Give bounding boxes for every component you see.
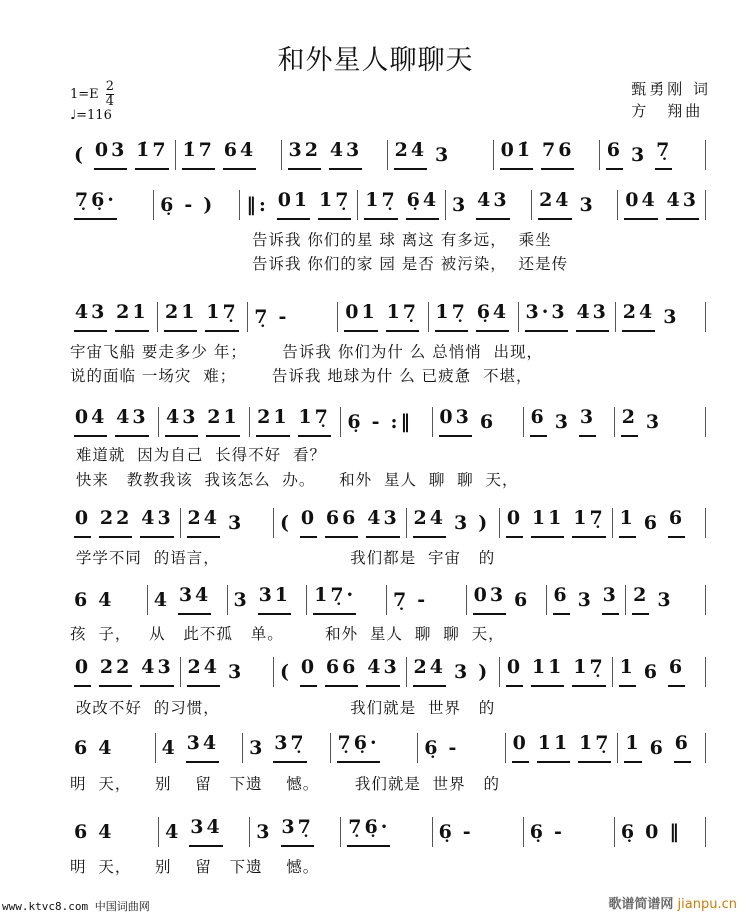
note-group: 7̣ <box>393 589 410 611</box>
note-group: ~0 <box>74 508 91 538</box>
note-group: ~01 <box>277 190 310 220</box>
note-group: 6̣ <box>347 411 364 433</box>
measure <box>156 733 244 763</box>
note-group: - <box>184 194 196 216</box>
note-group: ~66 <box>325 657 358 687</box>
note-group: ~04 <box>624 190 657 220</box>
measure <box>154 190 240 220</box>
note-group: ~43 <box>476 190 509 220</box>
measure <box>524 817 615 847</box>
measure <box>613 657 706 687</box>
note-group: - <box>448 737 460 759</box>
note-group: ~17̣ <box>318 190 351 220</box>
note-group: - <box>417 589 429 611</box>
note-group: ~21 <box>164 302 197 332</box>
measure <box>500 657 613 687</box>
note-group: ~43 <box>140 657 173 687</box>
measure <box>494 140 600 170</box>
note-group: ~21 <box>115 302 148 332</box>
measure <box>524 407 615 437</box>
measure <box>181 657 274 687</box>
measure <box>407 657 500 687</box>
note-group: ~22 <box>99 657 132 687</box>
note-group: ~17̣ <box>435 302 468 332</box>
note-group: ~43 <box>165 407 198 437</box>
note-group: ~1̇7 <box>135 140 168 170</box>
note-group: ) <box>478 661 491 683</box>
note-group: ~17̣ <box>386 302 419 332</box>
measure <box>250 407 341 437</box>
note-group: ~6 <box>553 585 570 615</box>
measure <box>68 140 176 170</box>
note-group: 4 <box>165 821 182 843</box>
note-group: ~6̣4 <box>406 190 439 220</box>
measure <box>615 817 706 847</box>
note-group: ~32 <box>288 140 321 170</box>
note-group: ~6 <box>530 407 547 437</box>
note-group: ~24 <box>394 140 427 170</box>
measure <box>307 585 387 615</box>
note-group: ~0 <box>512 733 529 763</box>
note-group: 6 <box>649 737 666 759</box>
note-group: ~7̣6̣· <box>74 190 117 220</box>
notation-row <box>68 815 706 849</box>
measure <box>282 140 388 170</box>
note-group: ~24 <box>622 302 655 332</box>
note-group: 3 <box>630 144 648 166</box>
measure <box>176 140 282 170</box>
note-group: ~1 <box>624 733 641 763</box>
note-group: ~6̣4 <box>476 302 509 332</box>
note-group: ~43 <box>366 508 399 538</box>
note-group: ‖: <box>246 194 269 216</box>
lyric-line: 改改不好 的习惯， 我们就是 世界 的 <box>70 699 496 717</box>
note-group: ~43 <box>666 190 699 220</box>
note-group: ( <box>280 661 292 683</box>
notation-row <box>68 655 706 689</box>
note-group: ~76 <box>541 140 574 170</box>
note-group: ~6 <box>668 657 685 687</box>
note-group: ~0 <box>300 508 317 538</box>
lyric-line: 明 天， 别 留 下遗 憾。 <box>70 858 320 876</box>
note-group: ~3 <box>602 585 619 615</box>
note-group: 6̣ <box>620 821 638 843</box>
notation-row <box>68 583 706 617</box>
measure <box>250 817 341 847</box>
note-group: 4 <box>98 821 115 843</box>
key-signature <box>70 80 114 123</box>
note-group: ~11 <box>531 508 564 538</box>
note-group: 4 <box>161 737 178 759</box>
note-group: 3 <box>453 512 471 534</box>
note-group: ) <box>478 512 491 534</box>
time-bottom: 4 <box>105 94 115 109</box>
note-group: ~43 <box>329 140 362 170</box>
note-group: ~1̇7 <box>182 140 215 170</box>
note-group: ~43 <box>115 407 148 437</box>
note-group: 6 <box>643 661 660 683</box>
note-group: - <box>371 411 383 433</box>
measure <box>615 407 706 437</box>
note-group: ~17̣ <box>298 407 331 437</box>
note-group: 6 <box>514 589 531 611</box>
note-group: ~0 <box>506 508 523 538</box>
note-group: 3 <box>233 589 250 611</box>
measure <box>68 733 156 763</box>
footer-site-left: www.ktvc8.com 中国词曲网 <box>2 900 150 913</box>
footer-right-en: jianpu.cn <box>677 897 737 912</box>
note-group: ~03 <box>473 585 506 615</box>
note-group: ~01̇ <box>500 140 533 170</box>
measure <box>407 508 500 538</box>
note-group: ~1 <box>619 657 636 687</box>
measure <box>148 585 228 615</box>
measure <box>274 508 407 538</box>
note-group: 3 <box>579 194 596 216</box>
lyric-line: 告诉我 你们的家 园 是否 被污染， 还是传 <box>252 255 569 273</box>
measure <box>446 190 532 220</box>
note-group: ~24 <box>413 508 446 538</box>
note-group: ~2 <box>621 407 638 437</box>
measure <box>618 190 706 220</box>
lyric-line: 明 天， 别 留 下遗 憾。 我们就是 世界 的 <box>70 775 500 793</box>
note-group: 4 <box>153 589 170 611</box>
note-group: ~43 <box>74 302 107 332</box>
measure <box>341 407 432 437</box>
note-group: ~37̣ <box>273 733 306 763</box>
measure <box>181 508 274 538</box>
time-top: 2 <box>105 79 115 94</box>
note-group: ‖ <box>669 821 682 843</box>
measure <box>500 508 613 538</box>
note-group: 6̣ <box>160 194 177 216</box>
note-group: ~34 <box>189 817 222 847</box>
note-group: ~7̣6̣· <box>347 817 390 847</box>
note-group: 3 <box>256 821 273 843</box>
notation-row <box>68 300 706 334</box>
note-group: ~17̣ <box>572 508 605 538</box>
note-group: ~01 <box>344 302 377 332</box>
note-group: - <box>278 306 290 328</box>
measure <box>68 585 148 615</box>
note-group: 3 <box>227 661 245 683</box>
note-group: 3 <box>657 589 674 611</box>
note-group: ~03 <box>439 407 472 437</box>
lyric-line: 告诉我 你们的星 球 离这 有多远， 乘坐 <box>252 231 552 249</box>
note-group: 6 <box>74 737 91 759</box>
note-group: ~2 <box>632 585 649 615</box>
measure <box>159 407 250 437</box>
note-group: ( <box>74 144 86 166</box>
note-group: 3 <box>249 737 266 759</box>
note-group: 6 <box>74 589 91 611</box>
footer-right-cn: 歌谱简谱网 <box>608 897 674 912</box>
notation-row <box>68 138 706 172</box>
note-group: 6̣ <box>438 821 455 843</box>
note-group: ~17̣ <box>578 733 611 763</box>
lyricist: 甄勇刚 词 <box>631 80 711 98</box>
note-group: ~3 <box>579 407 596 437</box>
note-group: - <box>462 821 474 843</box>
note-group: ~66 <box>325 508 358 538</box>
note-group: ~6 <box>606 140 623 170</box>
note-group: 4 <box>98 589 115 611</box>
lyric-line: 学学不同 的语言， 我们都是 宇宙 的 <box>70 549 496 567</box>
notation-row <box>68 188 706 222</box>
measure <box>532 190 618 220</box>
note-group: ~24 <box>187 657 220 687</box>
note-group: ( <box>280 512 292 534</box>
tempo: ♩=116 <box>70 108 112 123</box>
note-group: ~0 <box>300 657 317 687</box>
measure <box>387 585 467 615</box>
measure <box>429 302 519 332</box>
measure <box>331 733 419 763</box>
time-signature <box>106 80 114 109</box>
measure <box>68 508 181 538</box>
note-group: ~3·3 <box>525 302 568 332</box>
footer-site-right <box>608 893 737 912</box>
note-group: 3 <box>227 512 245 534</box>
note-group: ~7̣ <box>655 140 672 170</box>
composer: 方 翔曲 <box>631 102 704 120</box>
note-group: ~03 <box>94 140 127 170</box>
note-group: 3 <box>453 661 471 683</box>
note-group: 6 <box>479 411 497 433</box>
note-group: 0 <box>645 821 662 843</box>
note-group: 4 <box>98 737 115 759</box>
note-group: ~17̣ <box>572 657 605 687</box>
measure <box>388 140 494 170</box>
note-group: ~64 <box>223 140 256 170</box>
notation-row <box>68 506 706 540</box>
measure <box>418 733 506 763</box>
note-group: 6 <box>74 821 91 843</box>
note-group: 3 <box>577 589 594 611</box>
lyric-line: 宇宙飞船 要走多少 年； 告诉我 你们为什 么 总悄悄 出现， <box>70 343 544 361</box>
note-group: ~24 <box>187 508 220 538</box>
measure <box>68 190 154 220</box>
note-group: 7̣ <box>254 306 271 328</box>
measure <box>433 407 524 437</box>
key: 1=E <box>70 87 99 102</box>
note-group: ~22 <box>99 508 132 538</box>
note-group: ~17̣ <box>364 190 397 220</box>
measure <box>68 817 159 847</box>
measure <box>613 508 706 538</box>
note-group: 3 <box>452 194 469 216</box>
measure <box>68 657 181 687</box>
note-group: 6̣ <box>529 821 546 843</box>
note-group: ~43 <box>366 657 399 687</box>
note-group: ~11 <box>531 657 564 687</box>
measure <box>341 817 432 847</box>
measure <box>158 302 248 332</box>
lyric-line: 快来 教教我该 我该怎么 办。 和外 星人 聊 聊 天， <box>70 471 519 489</box>
credits <box>631 78 711 122</box>
note-group: ~21 <box>256 407 289 437</box>
measure <box>228 585 308 615</box>
note-group: ~21 <box>206 407 239 437</box>
measure <box>547 585 627 615</box>
measure <box>467 585 547 615</box>
measure <box>618 733 706 763</box>
measure <box>626 585 706 615</box>
note-group: ~0 <box>506 657 523 687</box>
song-title: 和外星人聊聊天 <box>277 45 474 76</box>
note-group: ~11 <box>537 733 570 763</box>
lyric-line: 说的面临 一场灾 难； 告诉我 地球为什 么 已疲惫 不堪， <box>70 367 533 385</box>
note-group: ~43 <box>576 302 609 332</box>
measure <box>274 657 407 687</box>
measure <box>600 140 706 170</box>
measure <box>338 302 428 332</box>
measure <box>159 817 250 847</box>
note-group: ~6 <box>674 733 691 763</box>
measure <box>240 190 358 220</box>
note-group: ~24 <box>538 190 571 220</box>
measure <box>358 190 446 220</box>
note-group: 3 <box>435 144 452 166</box>
lyric-line: 孩 子， 从 此不孤 单。 和外 星人 聊 聊 天， <box>70 625 505 643</box>
note-group: 3 <box>645 411 663 433</box>
measure <box>68 302 158 332</box>
note-group: ~34 <box>186 733 219 763</box>
notation-row <box>68 731 706 765</box>
note-group: 6 <box>643 512 660 534</box>
measure <box>243 733 331 763</box>
notation-row <box>68 405 706 439</box>
measure <box>68 407 159 437</box>
note-group: 3 <box>554 411 572 433</box>
note-group: ~31 <box>258 585 291 615</box>
note-group: - <box>553 821 565 843</box>
lyric-line: 难道就 因为自己 长得不好 看？ <box>70 446 326 464</box>
note-group: 3 <box>663 306 680 328</box>
note-group: ~04 <box>74 407 107 437</box>
note-group: ~37̣ <box>281 817 314 847</box>
measure <box>616 302 706 332</box>
note-group: :‖ <box>390 411 414 433</box>
note-group: ~0 <box>74 657 91 687</box>
measure <box>519 302 616 332</box>
note-group: 6̣ <box>424 737 441 759</box>
note-group: ) <box>203 194 216 216</box>
note-group: ~6 <box>668 508 685 538</box>
measure <box>506 733 619 763</box>
note-group: ~34 <box>178 585 211 615</box>
measure <box>248 302 338 332</box>
note-group: ~7̣6̣· <box>337 733 380 763</box>
note-group: ~43 <box>140 508 173 538</box>
note-group: ~17̣· <box>313 585 356 615</box>
note-group: ~1 <box>619 508 636 538</box>
measure <box>433 817 524 847</box>
note-group: ~17̣ <box>205 302 238 332</box>
note-group: ~24 <box>413 657 446 687</box>
